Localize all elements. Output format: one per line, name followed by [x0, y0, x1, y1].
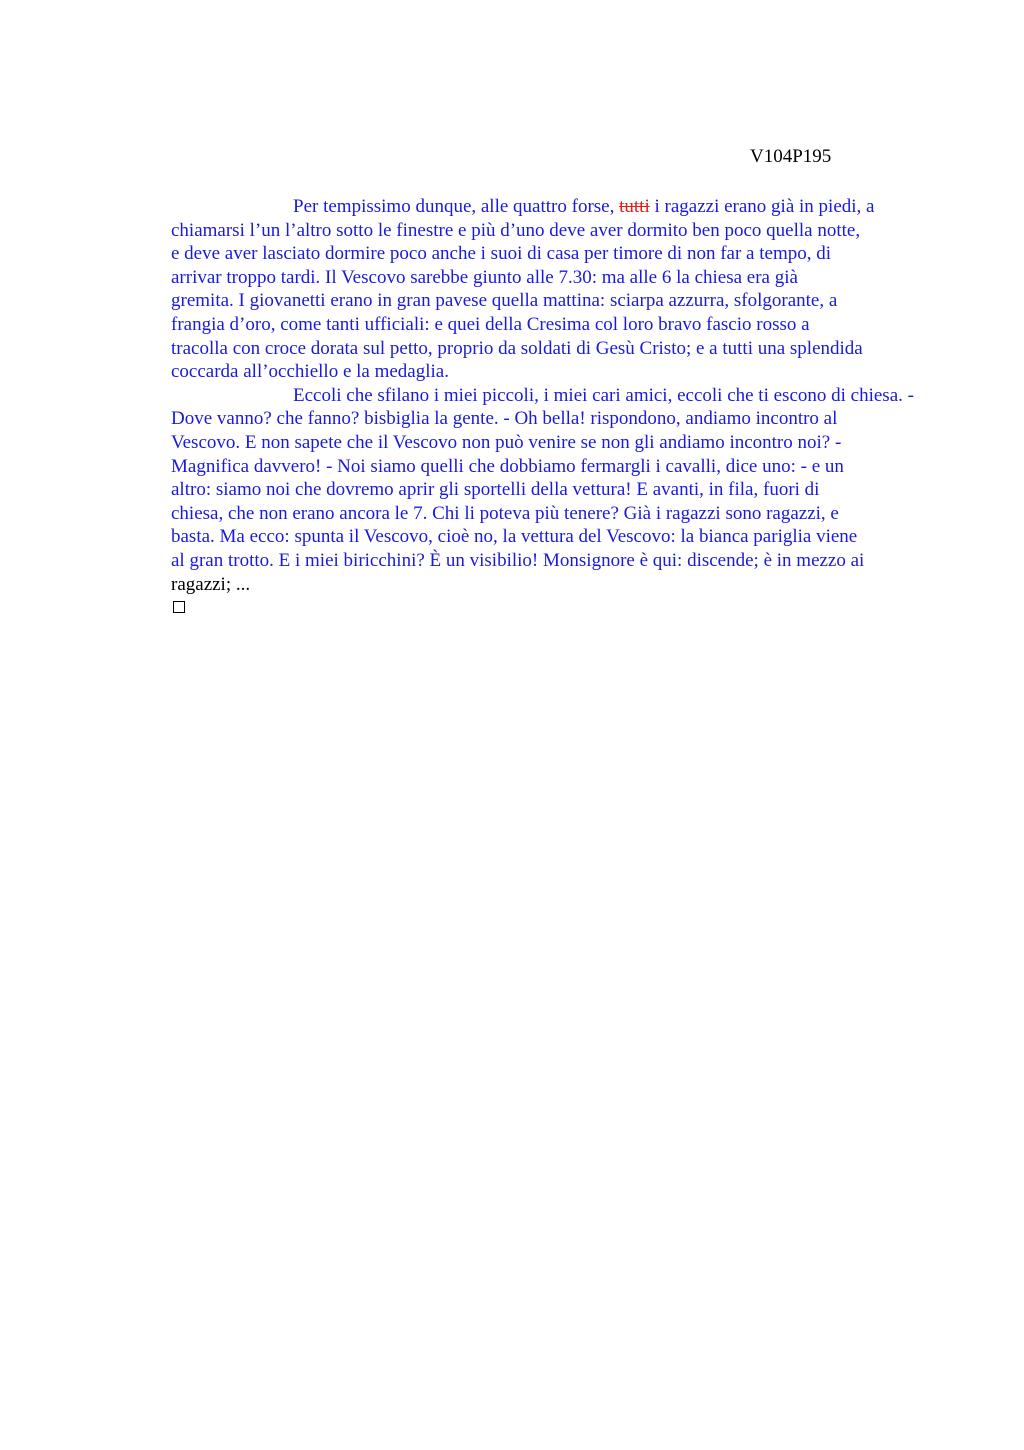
document-body — [171, 195, 928, 596]
text-line: Magnifica davvero! - Noi siamo quelli che dobbiamo fermargli i cavalli, dice uno: - e un — [171, 455, 844, 477]
text-line: arrivar troppo tardi. Il Vescovo sarebbe giunto alle 7.30: ma alle 6 la chiesa era già — [171, 266, 798, 288]
page-id: V104P195 — [750, 146, 832, 167]
text-line: tracolla con croce dorata sul petto, proprio da soldati di Gesù Cristo; e a tutti una splendida — [171, 337, 863, 359]
text-line: coccarda all’occhiello e la medaglia. — [171, 361, 449, 383]
text-line: basta. Ma ecco: spunta il Vescovo, cioè no, la vettura del Vescovo: la bianca pariglia viene — [171, 526, 858, 548]
end-square-icon — [173, 601, 185, 613]
text-line: chiesa, che non erano ancora le 7. Chi li poteva più tenere? Già i ragazzi sono ragazzi, e — [171, 502, 839, 524]
text-segment: Per tempissimo dunque, alle quattro forse, — [293, 196, 620, 217]
text-line: al gran trotto. E i miei biricchini? È un visibilio! Monsignore è qui: discende; è in mezzo ai — [171, 549, 865, 571]
text-line-last: ragazzi; ... — [171, 573, 251, 595]
text-line: e deve aver lasciato dormire poco anche i suoi di casa per timore di non far a tempo, di — [171, 243, 831, 265]
text-line: Dove vanno? che fanno? bisbiglia la gente. - Oh bella! rispondono, andiamo incontro al — [171, 408, 838, 430]
text-line: frangia d’oro, come tanti ufficiali: e quei della Cresima col loro bravo fascio rosso a — [171, 313, 810, 335]
text-line: Vescovo. E non sapete che il Vescovo non può venire se non gli andiamo incontro noi? - — [171, 431, 842, 453]
paragraph-1 — [171, 195, 928, 384]
text-line — [171, 195, 928, 219]
struck-word: tutti — [619, 196, 650, 217]
paragraph-2 — [171, 384, 928, 596]
text-line: Eccoli che sfilano i miei piccoli, i miei cari amici, eccoli che ti escono di chiesa. - — [293, 384, 914, 406]
text-line: chiamarsi l’un l’altro sotto le finestre e più d’uno deve aver dormito ben poco quella notte, — [171, 219, 861, 241]
text-line: altro: siamo noi che dovremo aprir gli sportelli della vettura! E avanti, in fila, fuori di — [171, 479, 820, 501]
text-line: gremita. I giovanetti erano in gran pavese quella mattina: sciarpa azzurra, sfolgorante, a — [171, 290, 838, 312]
text-segment: i ragazzi erano già in piedi, a — [649, 196, 875, 217]
